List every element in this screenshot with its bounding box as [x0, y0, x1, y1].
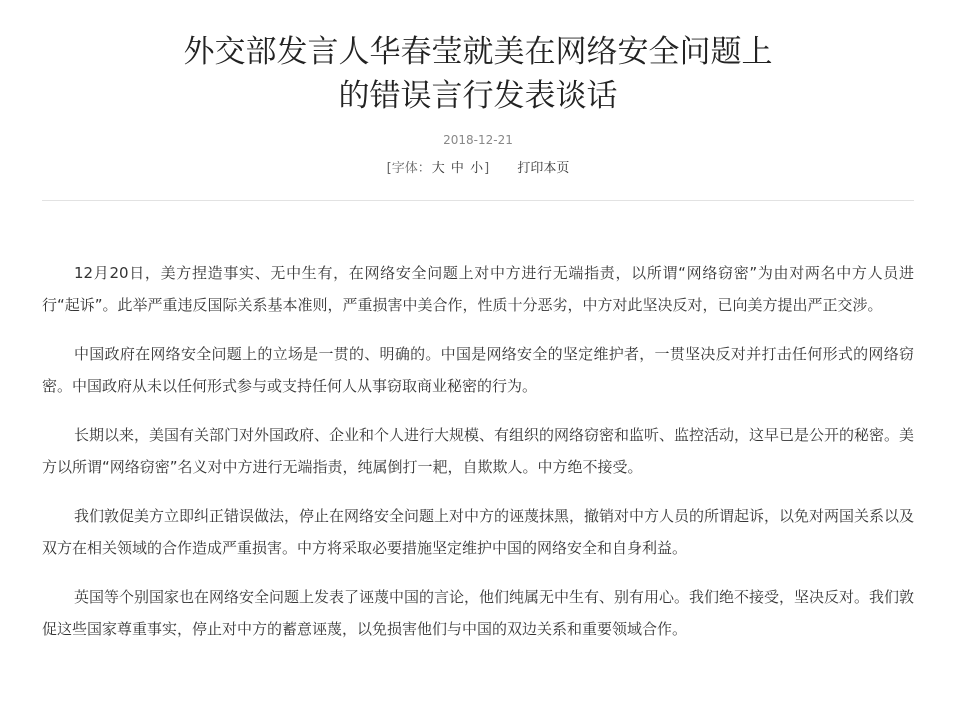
font-size-label: 字体： — [391, 161, 431, 176]
paragraph-4: 我们敦促美方立即纠正错误做法，停止在网络安全问题上对中方的诬蔑抹黑，撤销对中方人员的所谓起诉，以免对两国关系以及双方在相关领域的合作造成严重损害。中方将采取必要措施坚定维护中国的网络安全和自身利益。 — [42, 507, 915, 557]
font-size-selector — [387, 161, 494, 176]
font-size-close-bracket: ] — [484, 161, 490, 176]
font-size-large-button[interactable]: 大 — [431, 161, 445, 176]
publish-date: 2018-12-21 — [443, 133, 513, 147]
print-page-link[interactable]: 打印本页 — [517, 161, 570, 176]
article-tools — [42, 160, 914, 178]
article-title — [42, 0, 914, 118]
header-divider — [42, 200, 914, 201]
font-size-small-button[interactable]: 小 — [470, 161, 484, 176]
paragraph-1: 12月20日，美方捏造事实、无中生有，在网络安全问题上对中方进行无端指责，以所谓“网络窃密”为由对两名中方人员进行“起诉”。此举严重违反国际关系基本准则，严重损害中美合作，性质十分恶劣，中方对此坚决反对，已向美方提出严正交涉。 — [42, 264, 914, 314]
article-title-line-2: 的错误言行发表谈话 — [338, 78, 618, 114]
paragraph-2: 中国政府在网络安全问题上的立场是一贯的、明确的。中国是网络安全的坚定维护者，一贯坚决反对并打击任何形式的网络窃密。中国政府从未以任何形式参与或支持任何人从事窃取商业秘密的行为。 — [42, 345, 914, 395]
paragraph-3: 长期以来，美国有关部门对外国政府、企业和个人进行大规模、有组织的网络窃密和监听、监控活动，这早已是公开的秘密。美方以所谓“网络窃密”名义对中方进行无端指责，纯属倒打一耙，自欺欺人。中方绝不接受。 — [42, 426, 915, 476]
article-title-line-1: 外交部发言人华春莹就美在网络安全问题上 — [183, 34, 773, 70]
article-body — [42, 257, 914, 645]
font-size-open-bracket: [ — [386, 161, 392, 176]
article-container — [42, 0, 914, 662]
paragraph-5: 英国等个别国家也在网络安全问题上发表了诬蔑中国的言论，他们纯属无中生有、别有用心。我们绝不接受，坚决反对。我们敦促这些国家尊重事实，停止对中方的蓄意诬蔑，以免损害他们与中国的双边关系和重要领域合作。 — [42, 588, 915, 638]
font-size-medium-button[interactable]: 中 — [450, 161, 464, 176]
